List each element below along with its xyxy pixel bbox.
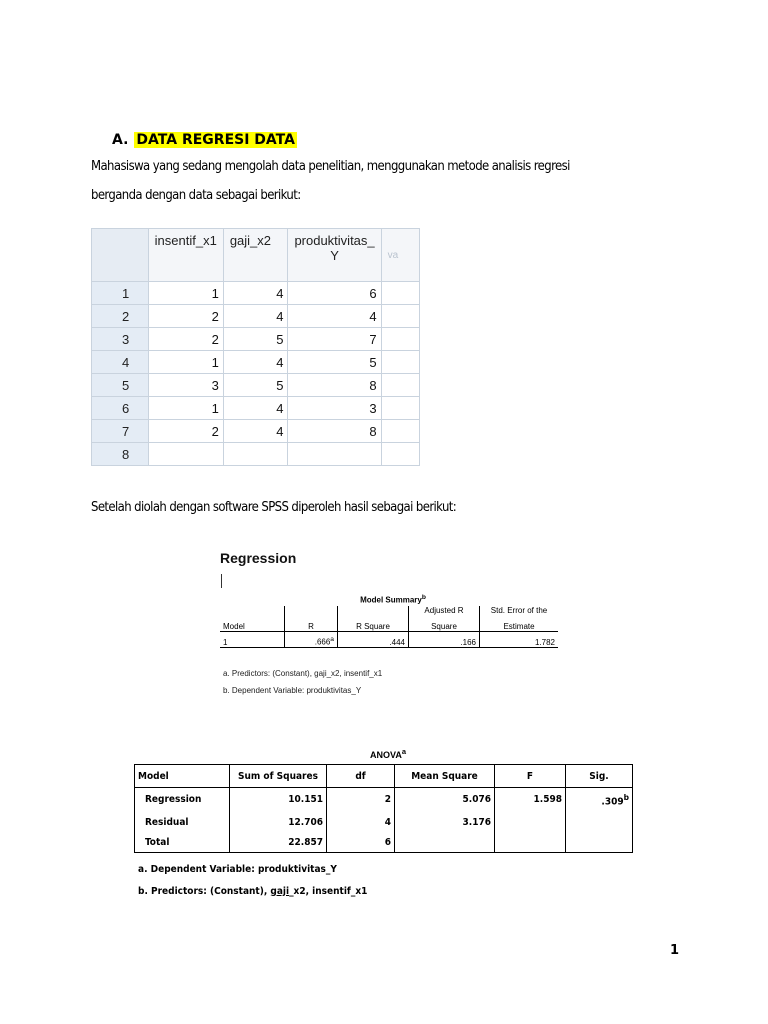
header-r-square: R Square: [338, 606, 409, 632]
cell-gaji[interactable]: [223, 443, 288, 466]
cell-mean-square: 5.076: [395, 788, 495, 812]
section-title: DATA REGRESI DATA: [136, 132, 295, 148]
anova-table: [134, 764, 633, 853]
cell-empty[interactable]: [381, 351, 419, 374]
row-label-residual: Residual: [135, 811, 230, 833]
data-grid: [91, 228, 420, 466]
row-label-total: Total: [135, 833, 230, 853]
cell-std-error: 1.782: [480, 632, 559, 648]
cell-insentif[interactable]: [148, 443, 223, 466]
text-cursor: [221, 574, 222, 588]
regression-title: Regression: [220, 550, 297, 566]
column-header-insentif[interactable]: insentif_x1: [148, 229, 223, 282]
cell-sum-of-squares: 12.706: [230, 811, 327, 833]
table-row: [92, 305, 420, 328]
cell-produktivitas[interactable]: 7: [288, 328, 381, 351]
intro-line-1: Mahasiswa yang sedang mengolah data penelitian, menggunakan metode analisis regresi: [91, 159, 570, 174]
cell-mean-square: 3.176: [395, 811, 495, 833]
cell-insentif[interactable]: 3: [148, 374, 223, 397]
table-row: [220, 632, 558, 648]
cell-f: [495, 833, 566, 853]
section-number: A.: [112, 132, 129, 148]
cell-df: 6: [327, 833, 395, 853]
section-heading: [112, 132, 297, 148]
row-number[interactable]: 7: [92, 420, 149, 443]
header-adjusted-r-square: Adjusted R Square: [409, 606, 480, 632]
cell-empty[interactable]: [381, 420, 419, 443]
anova-header: [135, 765, 633, 788]
cell-empty[interactable]: [381, 443, 419, 466]
row-number[interactable]: 6: [92, 397, 149, 420]
data-grid-header-row: [92, 229, 420, 282]
cell-gaji[interactable]: 4: [223, 397, 288, 420]
cell-empty[interactable]: [381, 374, 419, 397]
cell-produktivitas[interactable]: 8: [288, 420, 381, 443]
table-row: [135, 811, 633, 833]
cell-model: 1: [220, 632, 285, 648]
table-row: [92, 443, 420, 466]
header-model: Model: [220, 606, 285, 632]
page-number: 1: [670, 943, 680, 958]
cell-gaji[interactable]: 5: [223, 374, 288, 397]
column-header-var[interactable]: va: [381, 229, 419, 282]
model-summary-header: [220, 606, 558, 632]
cell-adjusted-r-square: .166: [409, 632, 480, 648]
cell-f: [495, 811, 566, 833]
cell-produktivitas[interactable]: 6: [288, 282, 381, 305]
column-header-gaji[interactable]: gaji_x2: [223, 229, 288, 282]
anova-footnote-a: a. Dependent Variable: produktivitas_Y: [138, 864, 337, 875]
model-summary-footnote-b: b. Dependent Variable: produktivitas_Y: [223, 686, 362, 695]
cell-sig: [566, 833, 633, 853]
header-mean-square: Mean Square: [395, 765, 495, 788]
cell-empty[interactable]: [381, 305, 419, 328]
cell-insentif[interactable]: 1: [148, 397, 223, 420]
cell-insentif[interactable]: 1: [148, 351, 223, 374]
row-label-regression: Regression: [135, 788, 230, 812]
table-row: [92, 282, 420, 305]
model-summary-title: Model Summary$^b$: [360, 594, 426, 605]
table-row: [92, 397, 420, 420]
header-f: F: [495, 765, 566, 788]
model-summary-footnote-a: a. Predictors: (Constant), gaji_x2, insentif_x1: [223, 669, 383, 678]
cell-produktivitas[interactable]: 5: [288, 351, 381, 374]
row-number[interactable]: 3: [92, 328, 149, 351]
cell-produktivitas[interactable]: 3: [288, 397, 381, 420]
model-summary-table: [220, 606, 558, 648]
cell-insentif[interactable]: 1: [148, 282, 223, 305]
spss-data-view: [91, 228, 420, 462]
header-std-error: Std. Error of the Estimate: [480, 606, 559, 632]
cell-gaji[interactable]: 4: [223, 305, 288, 328]
cell-produktivitas[interactable]: 4: [288, 305, 381, 328]
cell-produktivitas[interactable]: 8: [288, 374, 381, 397]
cell-df: 4: [327, 811, 395, 833]
cell-sum-of-squares: 22.857: [230, 833, 327, 853]
cell-insentif[interactable]: 2: [148, 305, 223, 328]
cell-empty[interactable]: [381, 397, 419, 420]
cell-sum-of-squares: 10.151: [230, 788, 327, 812]
row-number[interactable]: 2: [92, 305, 149, 328]
cell-produktivitas[interactable]: [288, 443, 381, 466]
row-number[interactable]: 4: [92, 351, 149, 374]
header-r: R: [285, 606, 338, 632]
cell-gaji[interactable]: 4: [223, 351, 288, 374]
cell-empty[interactable]: [381, 282, 419, 305]
header-sum-of-squares: Sum of Squares: [230, 765, 327, 788]
cell-gaji[interactable]: 4: [223, 420, 288, 443]
table-row: [135, 833, 633, 853]
row-number[interactable]: 1: [92, 282, 149, 305]
cell-sig: [566, 811, 633, 833]
row-number[interactable]: 8: [92, 443, 149, 466]
cell-insentif[interactable]: 2: [148, 328, 223, 351]
header-sig: Sig.: [566, 765, 633, 788]
cell-sig: .309$^b$: [566, 788, 633, 812]
header-model: Model: [135, 765, 230, 788]
table-row: [92, 420, 420, 443]
table-row: [92, 374, 420, 397]
grid-corner: [92, 229, 149, 282]
cell-df: 2: [327, 788, 395, 812]
cell-f: 1.598: [495, 788, 566, 812]
cell-mean-square: [395, 833, 495, 853]
row-number[interactable]: 5: [92, 374, 149, 397]
cell-empty[interactable]: [381, 328, 419, 351]
table-row: [135, 788, 633, 812]
cell-gaji[interactable]: 5: [223, 328, 288, 351]
cell-insentif[interactable]: 2: [148, 420, 223, 443]
header-df: df: [327, 765, 395, 788]
cell-r-square: .444: [338, 632, 409, 648]
table-row: [92, 351, 420, 374]
anova-title: ANOVA$^a$: [369, 747, 406, 760]
cell-r: .666$^a$: [285, 632, 338, 648]
cell-gaji[interactable]: 4: [223, 282, 288, 305]
table-row: [92, 328, 420, 351]
result-intro: Setelah diolah dengan software SPSS diperoleh hasil sebagai berikut:: [91, 500, 457, 515]
intro-line-2: berganda dengan data sebagai berikut:: [91, 188, 301, 203]
column-header-produktivitas[interactable]: produktivitas_ Y: [288, 229, 381, 282]
anova-footnote-b: b. Predictors: (Constant), gaji_x2, insentif_x1: [138, 886, 368, 897]
